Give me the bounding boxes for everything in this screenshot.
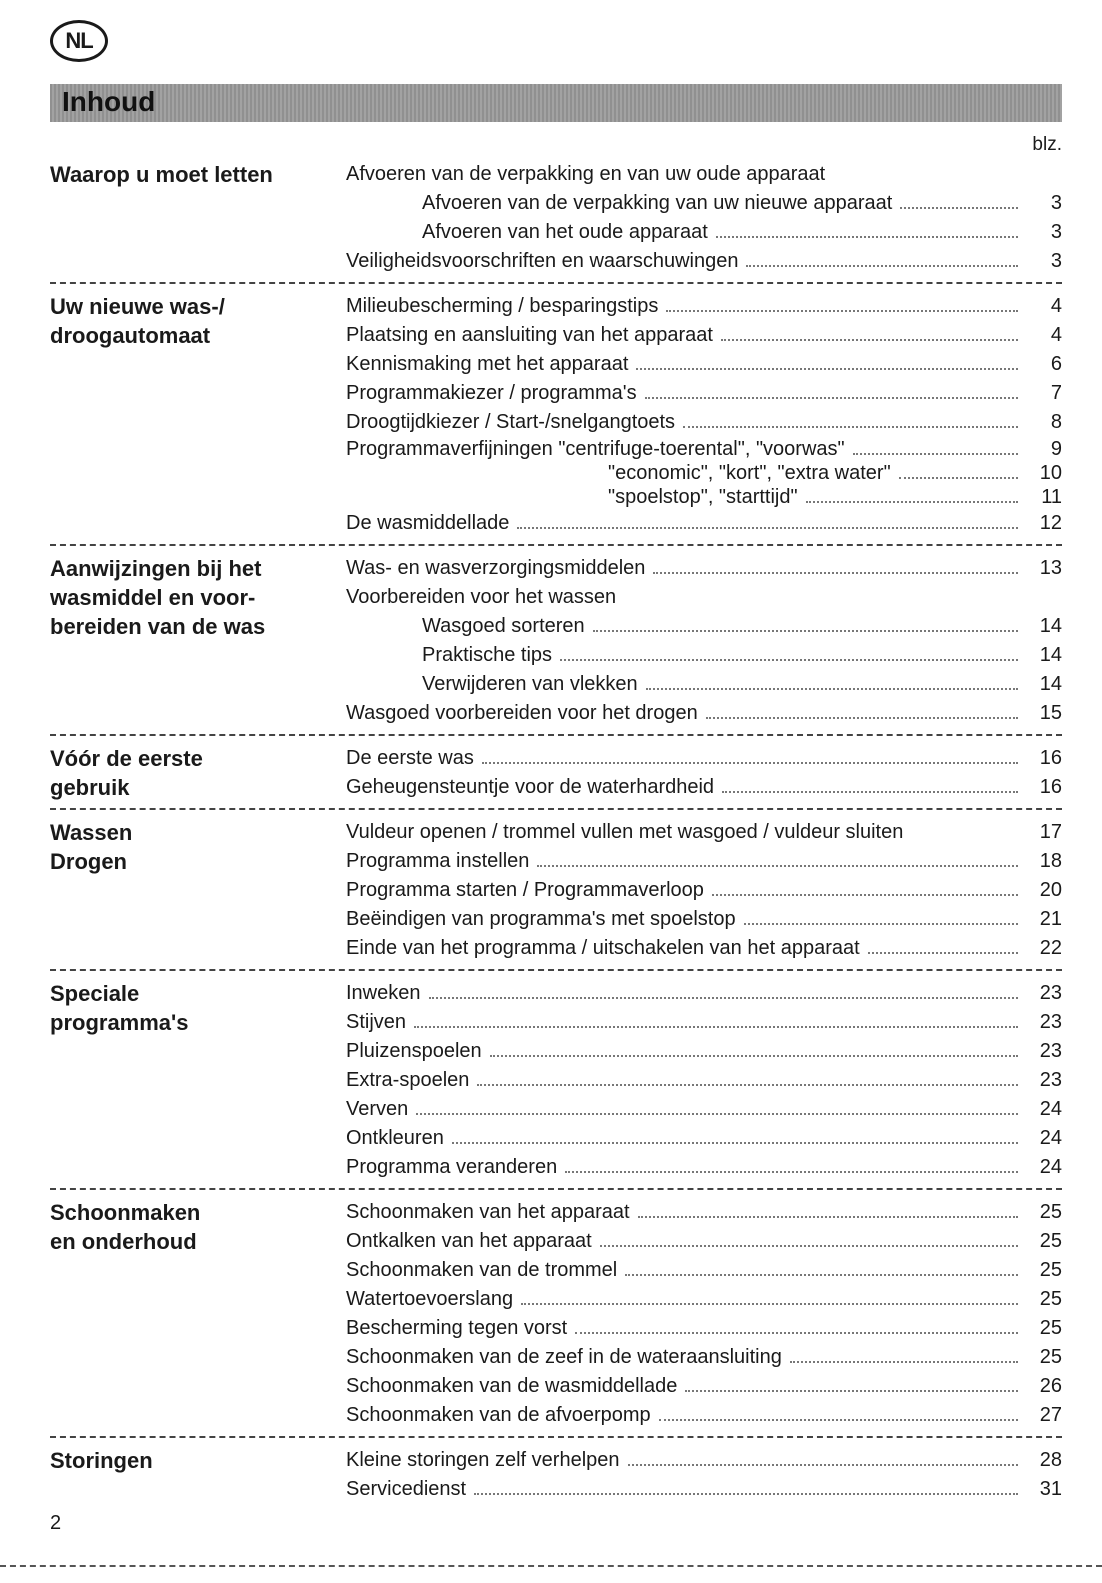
entry-label: Voorbereiden voor het wassen [346, 586, 617, 608]
toc-entry [346, 934, 1062, 963]
toc-entry [346, 979, 1062, 1008]
entry-label: Kleine storingen zelf verhelpen [346, 1449, 620, 1471]
entry-page: 11 [1041, 486, 1062, 508]
dot-leader [429, 997, 1019, 999]
toc-entry [346, 189, 1062, 218]
dot-leader [490, 1055, 1018, 1057]
entry-page: 31 [1039, 1478, 1062, 1500]
toc-entry [346, 1314, 1062, 1343]
toc-section [50, 816, 1062, 971]
bottom-divider [0, 1565, 1102, 1567]
dot-leader [790, 1361, 1018, 1363]
dot-leader [744, 923, 1018, 925]
entry-page: 24 [1039, 1127, 1062, 1149]
toc-entry [346, 1401, 1062, 1430]
entry-page: 4 [1050, 324, 1062, 346]
entry-label: "spoelstop", "starttijd" [608, 486, 798, 508]
dot-leader [746, 265, 1018, 267]
toc-entry [346, 1285, 1062, 1314]
entry-page: 23 [1039, 982, 1062, 1004]
toc-entry [346, 641, 1062, 670]
entry-label: Droogtijdkiezer / Start-/snelgangtoets [346, 411, 676, 433]
entry-label: Programma starten / Programmaverloop [346, 879, 704, 901]
entry-label: Geheugensteuntje voor de waterhardheid [346, 776, 715, 798]
toc-section [50, 1444, 1062, 1510]
section-entries [346, 1446, 1062, 1504]
entry-page: 24 [1039, 1098, 1062, 1120]
dot-leader [716, 236, 1018, 238]
entry-label: "economic", "kort", "extra water" [608, 462, 891, 484]
entry-page: 4 [1050, 295, 1062, 317]
entry-label: Afvoeren van het oude apparaat [422, 221, 708, 243]
entry-label: Servicedienst [346, 1478, 467, 1500]
toc-entry [346, 437, 1062, 461]
entry-label: De wasmiddellade [346, 512, 510, 534]
entry-page: 23 [1039, 1069, 1062, 1091]
entry-label: Watertoevoerslang [346, 1288, 514, 1310]
toc-entry [346, 1066, 1062, 1095]
section-title: Storingen [50, 1448, 153, 1473]
toc-entry [346, 670, 1062, 699]
toc-entry [346, 554, 1062, 583]
dot-leader [683, 426, 1018, 428]
dot-leader [452, 1142, 1018, 1144]
table-of-contents [50, 158, 1062, 1516]
section-title: Speciale programma's [50, 981, 189, 1035]
language-code: NL [65, 28, 93, 53]
dot-leader [868, 952, 1018, 954]
dot-leader [706, 717, 1018, 719]
dot-leader [653, 572, 1018, 574]
dot-leader [638, 1216, 1018, 1218]
toc-entry [346, 876, 1062, 905]
dot-leader [659, 1419, 1018, 1421]
entry-page: 28 [1039, 1449, 1062, 1471]
toc-entry [346, 1008, 1062, 1037]
toc-section [50, 1196, 1062, 1438]
toc-entry [346, 583, 1062, 612]
page-column-label: blz. [1032, 134, 1062, 155]
toc-entry [346, 1037, 1062, 1066]
entry-label: Wasgoed sorteren [422, 615, 585, 637]
toc-section [50, 742, 1062, 810]
dot-leader [600, 1245, 1018, 1247]
entry-label: Programma instellen [346, 850, 530, 872]
entry-page: 7 [1050, 382, 1062, 404]
entry-page: 18 [1039, 850, 1062, 872]
entry-label: Verwijderen van vlekken [422, 673, 638, 695]
dot-leader [521, 1303, 1018, 1305]
toc-entry [346, 218, 1062, 247]
toc-entry [346, 461, 1062, 485]
toc-entry [346, 350, 1062, 379]
section-entries [346, 979, 1062, 1182]
toc-entry [346, 1198, 1062, 1227]
page-number: 2 [50, 1512, 62, 1534]
entry-page: 25 [1039, 1230, 1062, 1252]
entry-page: 3 [1050, 221, 1062, 243]
entry-label: De eerste was [346, 747, 474, 769]
section-entries [346, 744, 1062, 802]
entry-label: Programma veranderen [346, 1156, 558, 1178]
toc-entry [346, 485, 1062, 509]
section-entries [346, 160, 1062, 276]
toc-section [50, 290, 1062, 546]
entry-page: 10 [1039, 462, 1062, 484]
entry-label: Veiligheidsvoorschriften en waarschuwingen [346, 250, 739, 272]
dot-leader [685, 1390, 1018, 1392]
entry-label: Schoonmaken van de afvoerpomp [346, 1404, 651, 1426]
entry-page: 9 [1050, 438, 1062, 460]
dot-leader [625, 1274, 1018, 1276]
dot-leader [474, 1493, 1018, 1495]
toc-entry [346, 744, 1062, 773]
toc-section [50, 552, 1062, 736]
toc-entry [346, 847, 1062, 876]
entry-page: 16 [1039, 776, 1062, 798]
title-bar [50, 84, 1062, 122]
entry-page: 6 [1050, 353, 1062, 375]
dot-leader [628, 1464, 1018, 1466]
entry-label: Schoonmaken van het apparaat [346, 1201, 630, 1223]
toc-entry [346, 321, 1062, 350]
entry-label: Schoonmaken van de zeef in de wateraansluiting [346, 1346, 782, 1368]
entry-page: 25 [1039, 1201, 1062, 1223]
toc-entry [346, 379, 1062, 408]
dot-leader [645, 397, 1018, 399]
entry-label: Kennismaking met het apparaat [346, 353, 629, 375]
dot-leader [712, 894, 1018, 896]
toc-entry [346, 1227, 1062, 1256]
dot-leader [900, 207, 1018, 209]
entry-page: 22 [1039, 937, 1062, 959]
language-badge [50, 20, 108, 62]
entry-label: Inweken [346, 982, 421, 1004]
dot-leader [636, 368, 1018, 370]
dot-leader [560, 659, 1018, 661]
dot-leader [722, 791, 1018, 793]
dot-leader [646, 688, 1018, 690]
entry-page: 15 [1039, 702, 1062, 724]
entry-page: 23 [1039, 1011, 1062, 1033]
dot-leader [517, 527, 1018, 529]
entry-page: 23 [1039, 1040, 1062, 1062]
toc-entry [346, 408, 1062, 437]
entry-label: Extra-spoelen [346, 1069, 470, 1091]
toc-entry [346, 1475, 1062, 1504]
toc-entry [346, 1372, 1062, 1401]
entry-label: Pluizenspoelen [346, 1040, 482, 1062]
toc-section [50, 158, 1062, 284]
dot-leader [666, 310, 1018, 312]
entry-page: 3 [1050, 250, 1062, 272]
toc-entry [346, 699, 1062, 728]
entry-page: 8 [1050, 411, 1062, 433]
toc-section [50, 977, 1062, 1190]
entry-label: Programmakiezer / programma's [346, 382, 637, 404]
entry-page: 17 [1039, 821, 1062, 843]
section-title: Uw nieuwe was-/ droogautomaat [50, 294, 225, 348]
entry-page: 25 [1039, 1317, 1062, 1339]
entry-label: Bescherming tegen vorst [346, 1317, 568, 1339]
entry-page: 12 [1039, 512, 1062, 534]
toc-entry [346, 612, 1062, 641]
entry-page: 14 [1039, 673, 1062, 695]
entry-label: Afvoeren van de verpakking van uw nieuwe apparaat [422, 192, 893, 214]
section-entries [346, 1198, 1062, 1430]
dot-leader [575, 1332, 1018, 1334]
entry-page: 16 [1039, 747, 1062, 769]
dot-leader [414, 1026, 1018, 1028]
entry-label: Stijven [346, 1011, 407, 1033]
entry-page: 26 [1039, 1375, 1062, 1397]
entry-label: Schoonmaken van de wasmiddellade [346, 1375, 678, 1397]
page-title: Inhoud [62, 86, 156, 117]
entry-page: 21 [1039, 908, 1062, 930]
toc-entry [346, 1256, 1062, 1285]
entry-page: 14 [1039, 644, 1062, 666]
section-title: Schoonmaken en onderhoud [50, 1200, 201, 1254]
toc-entry [346, 509, 1062, 538]
entry-page: 14 [1039, 615, 1062, 637]
entry-label: Schoonmaken van de trommel [346, 1259, 618, 1281]
entry-label: Plaatsing en aansluiting van het apparaat [346, 324, 713, 346]
entry-label: Afvoeren van de verpakking en van uw oude apparaat [346, 163, 826, 185]
toc-entry [346, 160, 1062, 189]
toc-entry [346, 292, 1062, 321]
dot-leader [565, 1171, 1018, 1173]
toc-entry [346, 1124, 1062, 1153]
dot-leader [593, 630, 1018, 632]
entry-page: 27 [1039, 1404, 1062, 1426]
entry-label: Einde van het programma / uitschakelen van het apparaat [346, 937, 860, 959]
toc-entry [346, 247, 1062, 276]
dot-leader [853, 453, 1018, 455]
entry-label: Vuldeur openen / trommel vullen met wasgoed / vuldeur sluiten [346, 821, 904, 843]
entry-page: 25 [1039, 1288, 1062, 1310]
entry-label: Wasgoed voorbereiden voor het drogen [346, 702, 698, 724]
dot-leader [721, 339, 1018, 341]
entry-label: Ontkleuren [346, 1127, 444, 1149]
section-title: Aanwijzingen bij het wasmiddel en voor- bereiden van de was [50, 556, 266, 639]
toc-entry [346, 1095, 1062, 1124]
section-entries [346, 292, 1062, 538]
entry-page: 20 [1039, 879, 1062, 901]
toc-entry [346, 818, 1062, 847]
dot-leader [416, 1113, 1018, 1115]
entry-label: Was- en wasverzorgingsmiddelen [346, 557, 646, 579]
entry-page: 24 [1039, 1156, 1062, 1178]
entry-label: Praktische tips [422, 644, 553, 666]
section-title: Wassen Drogen [50, 820, 133, 874]
dot-leader [482, 762, 1018, 764]
toc-entry [346, 1153, 1062, 1182]
dot-leader [806, 501, 1018, 503]
section-title: Waarop u moet letten [50, 162, 273, 187]
dot-leader [899, 477, 1018, 479]
entry-label: Verven [346, 1098, 409, 1120]
dot-leader [477, 1084, 1018, 1086]
entry-page: 13 [1039, 557, 1062, 579]
toc-entry [346, 1446, 1062, 1475]
entry-page: 25 [1039, 1346, 1062, 1368]
dot-leader [537, 865, 1018, 867]
toc-entry [346, 773, 1062, 802]
entry-page: 3 [1050, 192, 1062, 214]
toc-entry [346, 905, 1062, 934]
entry-label: Ontkalken van het apparaat [346, 1230, 592, 1252]
entry-label: Milieubescherming / besparingstips [346, 295, 659, 317]
entry-label: Beëindigen van programma's met spoelstop [346, 908, 736, 930]
section-entries [346, 818, 1062, 963]
entry-page: 25 [1039, 1259, 1062, 1281]
toc-entry [346, 1343, 1062, 1372]
section-entries [346, 554, 1062, 728]
section-title: Vóór de eerste gebruik [50, 746, 203, 800]
entry-label: Programmaverfijningen "centrifuge-toerental", "voorwas" [346, 438, 845, 460]
